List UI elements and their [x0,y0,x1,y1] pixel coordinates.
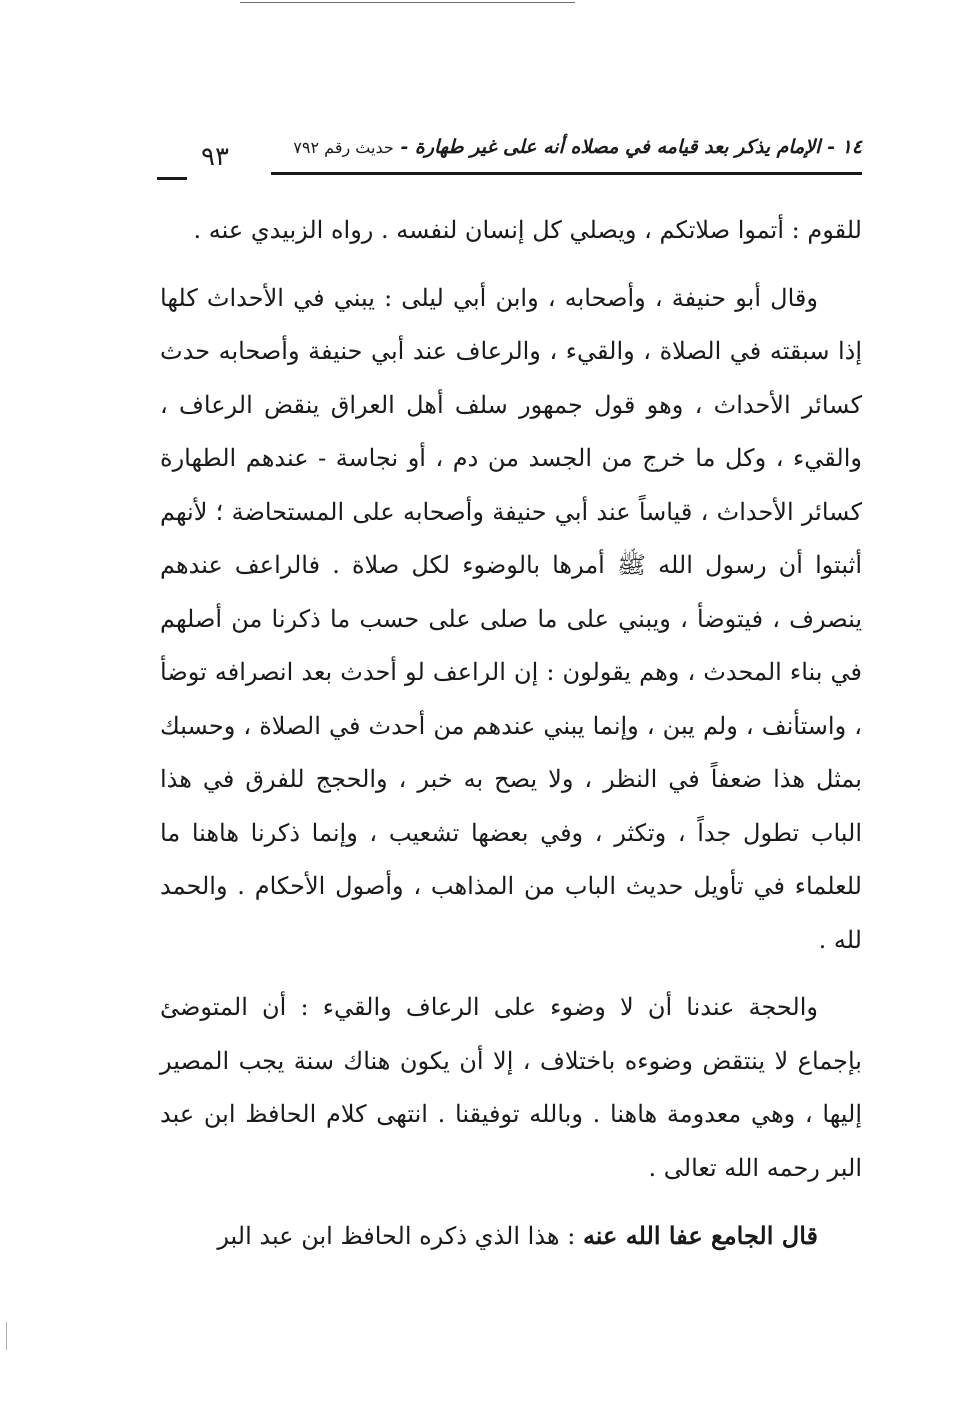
closing-text: : هذا الذي ذكره الحافظ ابن عبد البر [217,1222,583,1250]
page-header [155,130,862,182]
running-title [293,136,862,158]
body-text [160,204,862,1264]
title-separator: - [393,136,415,158]
hadith-reference: حديث رقم ٧٩٢ [293,138,394,157]
page-number-dash [157,177,187,180]
closing-lead: قال الجامع عفا الله عنه [582,1221,818,1250]
margin-tick [6,1322,7,1350]
top-edge-rule [240,2,575,3]
paragraph-3: والحجة عندنا أن لا وضوء على الرعاف والقيء : أن المتوضئ بإجماع لا ينتقض وضوءه باختلاف ، إلا أن يكون هناك سنة يجب المصير إليها ، وهي معدومة هاهنا . وبالله توفيقنا . انتهى كلام الحافظ ابن عبد البر رحمه الله تعالى . [160,993,862,1182]
page-number: ٩٣ [201,142,229,172]
paragraph-1: للقوم : أتموا صلاتكم ، ويصلي كل إنسان لنفسه . رواه الزبيدي عنه . [193,216,862,244]
chapter-title: ١٤ - الإمام يذكر بعد قيامه في مصلاه أنه على غير طهارة [414,136,862,158]
header-rule [271,172,862,175]
paragraph-2: وقال أبو حنيفة ، وأصحابه ، وابن أبي ليلى : يبني في الأحداث كلها إذا سبقته في الصلاة ، والقيء ، والرعاف عند أبي حنيفة وأصحابه حدث كسائر الأحداث ، وهو قول جمهور سلف أهل العراق ينقض الرعاف ، والقيء ، وكل ما خرج من الجسد من دم ، أو نجاسة - عندهم الطهارة كسائر الأحداث ، قياساً عند أبي حنيفة وأصحابه على المستحاضة ؛ لأنهم أثبتوا أن رسول الله ﷺ أمرها بالوضوء لكل صلاة . فالراعف عندهم ينصرف ، فيتوضأ ، ويبني على ما صلى على حسب ما ذكرنا من أصلهم في بناء المحدث ، وهم يقولون : إن الراعف لو أحدث بعد انصرافه توضأ ، واستأنف ، ولم يبن ، وإنما يبني عندهم من أحدث في الصلاة ، وحسبك بمثل هذا ضعفاً في النظر ، ولا يصح به خبر ، والحجج للفرق في هذا الباب تطول جداً ، وتكثر ، وفي بعضها تشعيب ، وإنما ذكرنا هاهنا ما للعلماء في تأويل حديث الباب من المذاهب ، وأصول الأحكام . والحمد لله . [160,283,862,954]
paragraph-closing [160,1209,862,1264]
